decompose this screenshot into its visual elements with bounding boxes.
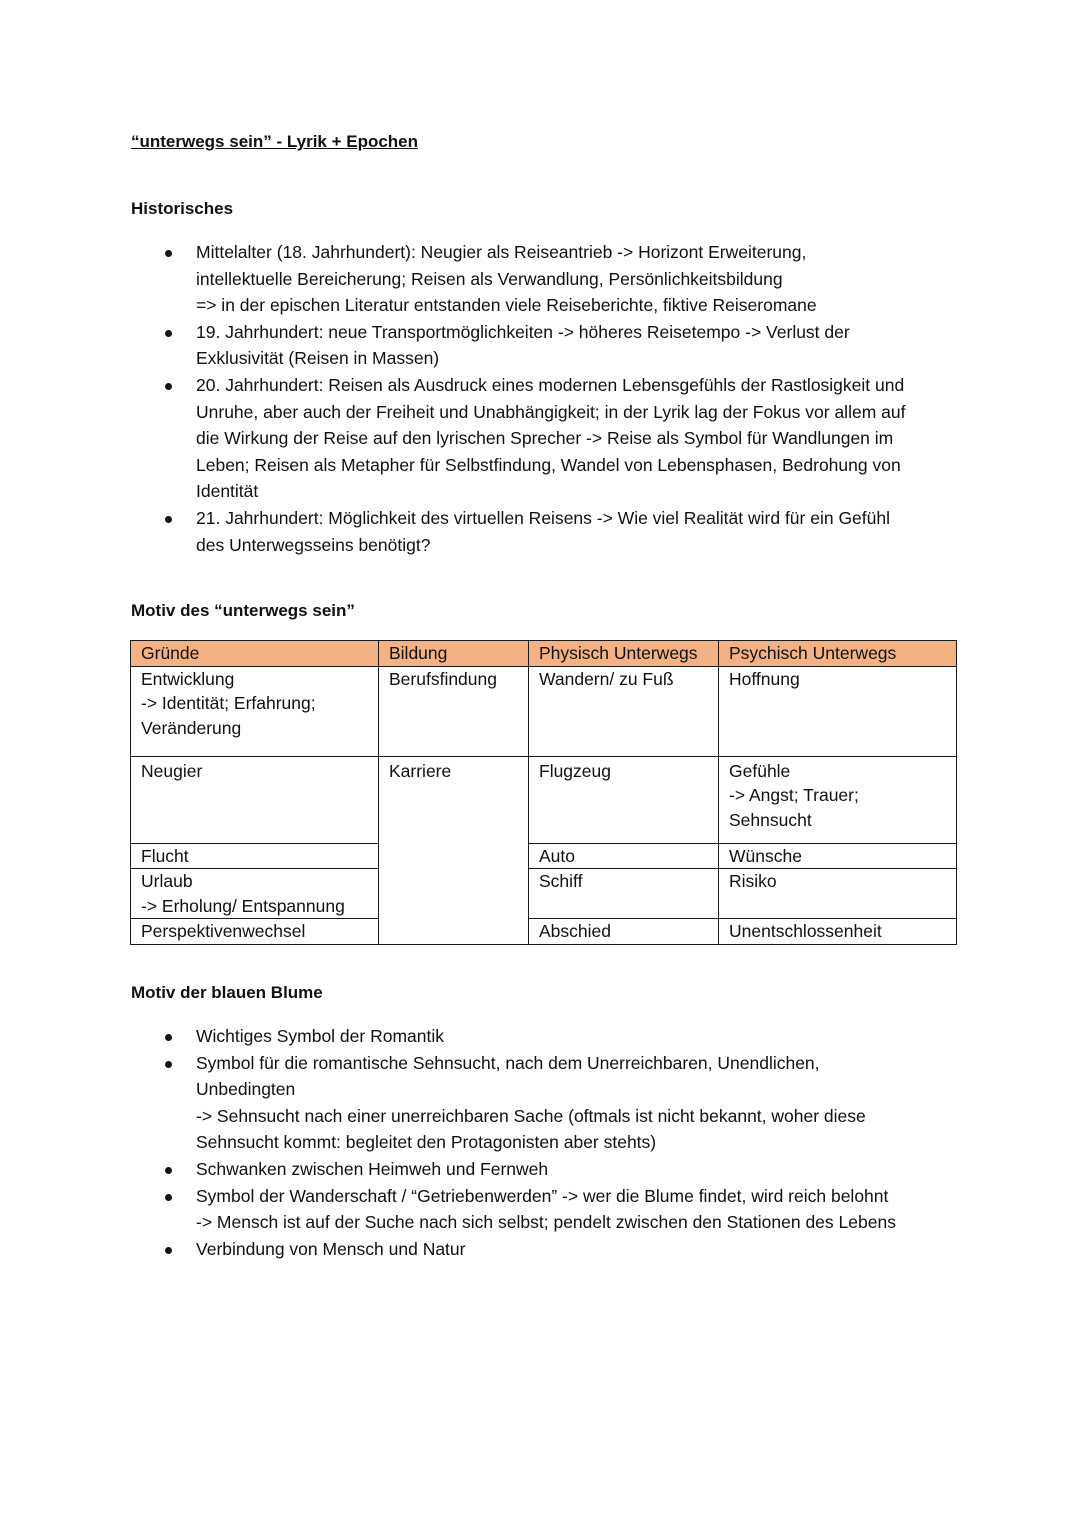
table-cell	[719, 756, 957, 843]
cell-line: Sehnsucht	[729, 809, 812, 830]
list-item-line: Schwanken zwischen Heimweh und Fernweh	[196, 1158, 549, 1179]
list-item	[131, 1156, 946, 1183]
list-item-line: des Unterwegsseins benötigt?	[196, 534, 431, 555]
cell-line: Gefühle	[729, 760, 791, 781]
table-cell: Schiff	[529, 869, 719, 919]
column-header-physisch: Physisch Unterwegs	[529, 641, 719, 667]
table-cell: Unentschlossenheit	[719, 919, 957, 945]
list-item	[131, 1183, 946, 1236]
list-item	[131, 1236, 946, 1263]
list-item-line: 21. Jahrhundert: Möglichkeit des virtuellen Reisens -> Wie viel Realität wird für ein Gefühl	[196, 507, 891, 528]
cell-line: -> Angst; Trauer;	[729, 785, 859, 806]
bullet-icon	[165, 330, 172, 337]
bullet-icon	[165, 1247, 172, 1254]
column-header-bildung: Bildung	[379, 641, 529, 667]
table-cell: Flucht	[131, 843, 379, 869]
list-item-line: Symbol für die romantische Sehnsucht, nach dem Unerreichbaren, Unendlichen,	[196, 1052, 820, 1073]
table-row	[131, 666, 957, 756]
section-heading-blaue-blume: Motiv der blauen Blume	[131, 983, 323, 1002]
list-item-line: 20. Jahrhundert: Reisen als Ausdruck eines modernen Lebensgefühls der Rastlosigkeit und	[196, 374, 905, 395]
table-row	[131, 919, 957, 945]
table-cell: Abschied	[529, 919, 719, 945]
list-item	[131, 1023, 946, 1050]
list-item-line: Mittelalter (18. Jahrhundert): Neugier als Reiseantrieb -> Horizont Erweiterung,	[196, 242, 807, 262]
bullet-icon	[165, 1167, 172, 1174]
list-item-line: Sehnsucht kommt: begleitet den Protagonisten aber stehts)	[196, 1132, 657, 1153]
list-item-line: Wichtiges Symbol der Romantik	[196, 1026, 444, 1046]
table-cell: Perspektivenwechsel	[131, 919, 379, 945]
bullet-icon	[165, 1061, 172, 1068]
list-item-line: Unruhe, aber auch der Freiheit und Unabhängigkeit; in der Lyrik lag der Fokus vor allem auf	[196, 401, 906, 422]
cell-line: -> Erholung/ Entspannung	[141, 895, 345, 916]
list-item-line: -> Mensch ist auf der Suche nach sich selbst; pendelt zwischen den Stationen des Lebens	[196, 1212, 896, 1233]
motiv-table	[130, 640, 957, 945]
bullet-icon	[165, 1034, 172, 1041]
table-cell: Wandern/ zu Fuß	[529, 666, 719, 756]
table-row	[131, 843, 957, 869]
blaue-blume-list	[131, 1023, 946, 1262]
historisches-list	[131, 239, 946, 558]
table-cell	[131, 666, 379, 756]
column-header-gruende: Gründe	[131, 641, 379, 667]
section-heading-motiv: Motiv des “unterwegs sein”	[131, 601, 355, 620]
table-cell: Risiko	[719, 869, 957, 919]
list-item	[131, 372, 946, 505]
cell-line: -> Identität; Erfahrung;	[141, 693, 316, 714]
list-item-line: -> Sehnsucht nach einer unerreichbaren Sache (oftmals ist nicht bekannt, woher diese	[196, 1105, 866, 1126]
bullet-icon	[165, 516, 172, 523]
table-header-row	[131, 641, 957, 667]
table-cell: Auto	[529, 843, 719, 869]
table-cell	[131, 869, 379, 919]
list-item-line: 19. Jahrhundert: neue Transportmöglichkeiten -> höheres Reisetempo -> Verlust der	[196, 321, 850, 342]
list-item-line: die Wirkung der Reise auf den lyrischen Sprecher -> Reise als Symbol für Wandlungen im	[196, 428, 894, 449]
column-header-psychisch: Psychisch Unterwegs	[719, 641, 957, 667]
document-title: “unterwegs sein” - Lyrik + Epochen	[131, 132, 419, 151]
list-item	[131, 505, 946, 558]
cell-line: Entwicklung	[141, 668, 235, 689]
list-item-line: Identität	[196, 481, 259, 502]
list-item	[131, 1050, 946, 1156]
list-item-line: Verbindung von Mensch und Natur	[196, 1238, 466, 1259]
bullet-icon	[165, 383, 172, 390]
list-item-line: intellektuelle Bereicherung; Reisen als Verwandlung, Persönlichkeitsbildung	[196, 268, 783, 289]
bullet-icon	[165, 250, 172, 257]
table-cell: Wünsche	[719, 843, 957, 869]
table-cell: Neugier	[131, 756, 379, 843]
list-item	[131, 239, 946, 319]
section-heading-historisches: Historisches	[131, 199, 234, 218]
list-item-line: => in der epischen Literatur entstanden viele Reiseberichte, fiktive Reiseromane	[196, 295, 817, 316]
table-row	[131, 756, 957, 843]
list-item-line: Unbedingten	[196, 1079, 296, 1100]
cell-line: Veränderung	[141, 717, 242, 738]
cell-line: Urlaub	[141, 871, 193, 892]
table-cell: Flugzeug	[529, 756, 719, 843]
bullet-icon	[165, 1194, 172, 1201]
table-row	[131, 869, 957, 919]
list-item	[131, 319, 946, 372]
table-cell: Karriere	[379, 756, 529, 944]
list-item-line: Leben; Reisen als Metapher für Selbstfindung, Wandel von Lebensphasen, Bedrohung von	[196, 454, 901, 475]
list-item-line: Symbol der Wanderschaft / “Getriebenwerden” -> wer die Blume findet, wird reich belohnt	[196, 1185, 889, 1206]
table-cell: Hoffnung	[719, 666, 957, 756]
list-item-line: Exklusivität (Reisen in Massen)	[196, 348, 440, 369]
table-cell: Berufsfindung	[379, 666, 529, 756]
